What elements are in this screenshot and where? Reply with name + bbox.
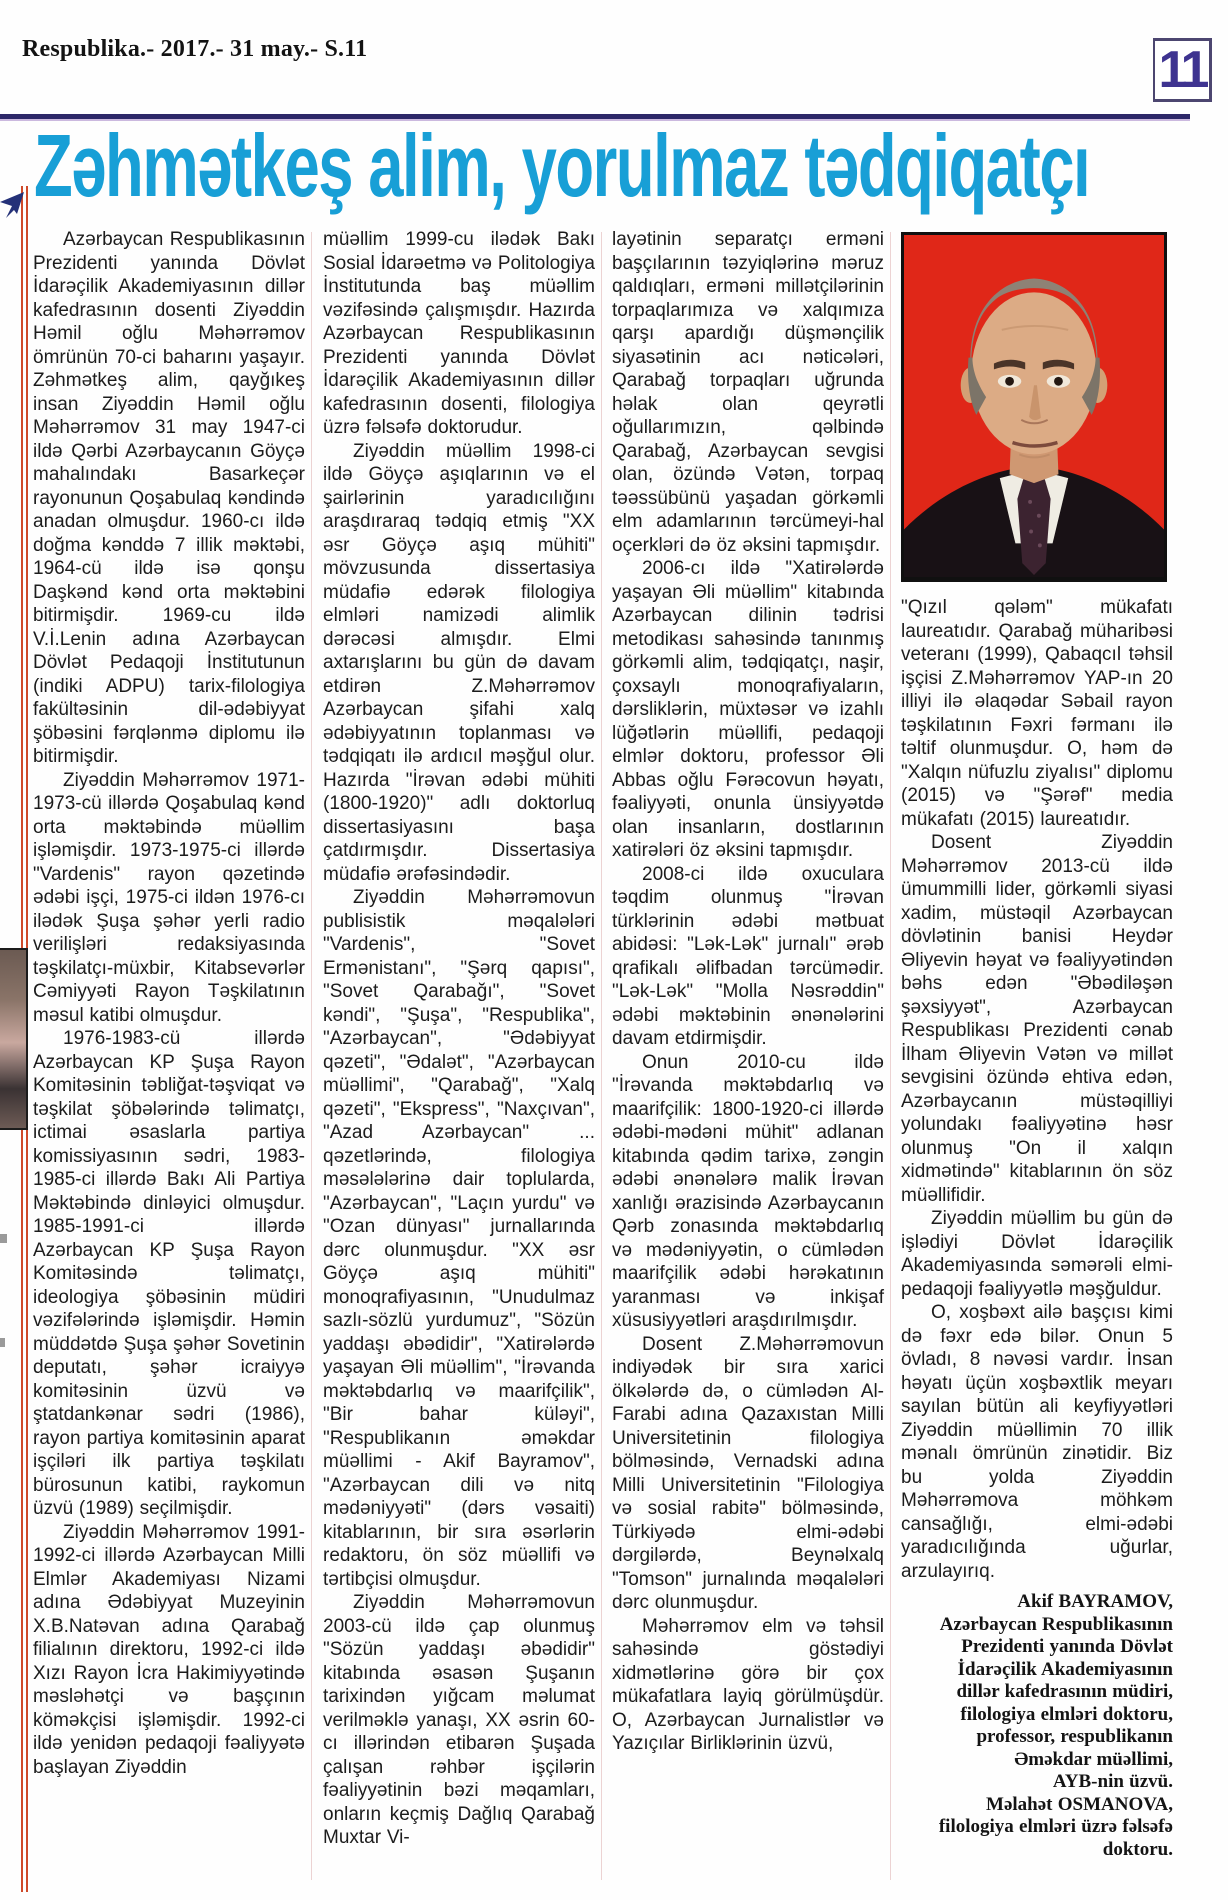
signature-line: Əməkdar müəllimi,	[1014, 1748, 1173, 1770]
paragraph: O, xoşbəxt ailə başçısı kimi də fəxr edə bilər. Onun 5 övladı, 8 nəvəsi vardır. İnsan həyatı üçün xoşbəxtlik meyarı sayılan bütün ali keyfiyyətləri Ziyəddin müəllimin 70 illik mənalı ömrünün zinətidir. Biz bu yolda Ziyəddin Məhərrəmova möhkəm cansağlığı, elmi-ədəbi yaradıcılığında uğurlar, arzulayırıq.	[901, 1302, 1173, 1582]
adjacent-page-photo-fragment	[0, 948, 28, 1130]
column-separator	[311, 232, 312, 1880]
signature-line: filologiya elmləri doktoru,	[960, 1703, 1173, 1725]
paragraph: Ziyəddin Məhərrəmovun 2003-cü ildə çap olunmuş "Sözün yaddaşı əbədidir" kitabında əsasən Şuşanın tarixindən yığcam məlumat verilməklə yanaşı, XX əsrin 60-cı illərindən etibarən Şuşada çalışan rəhbər işçilərin fəaliyyətinin bəzi məqamları, onların keçmiş Dağlıq Qarabağ Muxtar Vi-	[323, 1592, 595, 1848]
signature-line: İdarəçilik Akademiyasının	[957, 1658, 1173, 1680]
paragraph: Azərbaycan Respublikasının Prezidenti yanında Dövlət İdarəçilik Akademiyasının dillər kafedrasının dosenti Ziyəddin Həmil oğlu Məhərrəmov ömrünün 70-ci baharını yaşayır. Zəhmətkeş alim, qayğıkeş insan Ziyəddin Həmil oğlu Məhərrəmov 31 may 1947-ci ildə Qərbi Azərbaycanın Göyçə mahalındakı Basarkeçər rayonunun Qoşabulaq kəndində anadan olmuşdur. 1960-cı ildə doğma kənddə 7 illik məktəbi, 1964-cü ildə isə qonşu Daşkənd kənd orta məktəbini bitirmişdir. 1969-cu ildə V.İ.Lenin adına Azərbaycan Dövlət Pedaqoji İnstitutunun (indiki ADPU) tarix-filologiya fakültəsinin dil-ədəbiyyat şöbəsini fərqlənmə diplomu ilə bitirmişdir.	[33, 229, 305, 767]
paragraph: 1976-1983-cü illərdə Azərbaycan KP Şuşa Rayon Komitəsinin təbliğat-təşviqat və təşkilat şöbələrində təlimatçı, ictimai əsaslarla partiya komissiyasının sədri, 1983-1985-ci illərdə Bakı Ali Partiya Məktəbində dinləyici olmuşdur. 1985-1991-ci illərdə Azərbaycan KP Şuşa Rayon Komitəsində təlimatçı, ideologiya şöbəsinin müdiri vəzifələrində işləmişdir. Həmin müddətdə Şuşa şəhər Sovetinin deputatı, şəhər icraiyyə komitəsinin üzvü və ştatdankənar sədri (1986), rayon partiya komitəsinin aparat işçiləri ilk partiya təşkilatı bürosunun katibi, raykomun üzvü (1989) seçilmişdir.	[33, 1028, 305, 1519]
left-margin-arrow-icon	[0, 190, 24, 220]
signature-line: AYB-nin üzvü.	[1052, 1771, 1173, 1792]
signature-line: filologiya elmləri üzrə fəlsəfə	[938, 1816, 1173, 1837]
signature-line: Azərbaycan Respublikasının	[939, 1613, 1173, 1635]
paragraph: Məhərrəmov elm və təhsil sahəsində göstədiyi xidmətlərinə görə bir çox mükafatlara layiq görülmüşdür. O, Azərbaycan Jurnalistlər və Yazıçılar Birliklərinin üzvü,	[612, 1615, 884, 1754]
signature-line: professor, respublikanın	[976, 1726, 1173, 1747]
face	[971, 292, 1096, 454]
newspaper-edition-line: Respublika.- 2017.- 31 may.- S.11	[22, 36, 368, 62]
paragraph: Ziyəddin Məhərrəmov 1971-1973-cü illərdə Qoşabulaq kənd orta məktəbində müəllim işləmişdir. 1973-1975-ci illərdə "Vardenis" rayon qəzetində ədəbi işçi, 1975-ci ildən 1976-cı ilədək Şuşa şəhər yerli radio verilişləri redaksiyasında təşkilatçı-müxbir, Kitabsevərlər Cəmiyyəti Rayon Təşkilatının məsul katibi olmuşdur.	[33, 769, 305, 1026]
eye	[1005, 377, 1014, 386]
portrait-photo	[901, 232, 1167, 582]
signature-line: Prezidenti yanında Dövlət	[961, 1636, 1173, 1657]
tie	[1017, 479, 1050, 575]
article-column-1	[33, 228, 305, 1779]
paragraph: müəllim 1999-cu ilədək Bakı Sosial İdarəetmə və Politologiya İnstitutunda baş müəllim vəzifəsində çalışmışdır. Hazırda Azərbaycan Respublikasının Prezidenti yanında Dövlət İdarəçilik Akademiyasının dillər kafedrasının dosenti, filologiya üzrə fəlsəfə doktorudur.	[323, 229, 595, 438]
paragraph: Dosent Z.Məhərrəmovun indiyədək bir sıra xarici ölkələrdə də, o cümlədən Al-Farabi adına Qazaxıstan Milli Universitetinin filologiya bölməsində, Vernadski adına Milli Universitetinin "Filologiya və sosial rabitə" bölməsində, Türkiyədə elmi-ədəbi dərgilərdə, Beynəlxalq "Tomson" jurnalında məqalələri dərc olunmuşdur.	[612, 1333, 884, 1613]
column-separator	[890, 232, 891, 1880]
paragraph: 2006-cı ildə "Xatirələrdə yaşayan Əli müəllim" kitabında Azərbaycan dilinin tədrisi metodikası sahəsində tanınmış görkəmli alim, tədqiqatçı, naşir, çoxsaylı monoqrafiyaların, dərsliklərin, müxtəsər və izahlı lüğətlərin müəllifi, pedaqoji elmlər doktoru, professor Əli Abbas oğlu Fərəcovun həyatı, fəaliyyəti, onunla ünsiyyətdə olan insanların, dostlarının xatirələri öz əksini tapmışdır.	[612, 558, 884, 861]
paragraph: 2008-ci ildə oxuculara təqdim olunmuş "İrəvan türklərinin ədəbi mətbuat abidəsi: "Lək-Lək" jurnalı" ərəb qrafikalı əlifbadan tərcümədir. "Lək-Lək" "Molla Nəsrəddin" ədəbi məktəbinin ənənələrini davam etdirmişdir.	[612, 863, 884, 1049]
signature-line: doktoru.	[1102, 1838, 1173, 1860]
paragraph: Ziyəddin Məhərrəmovun publisistik məqalələri "Vardenis", "Sovet Ermənistanı", "Şərq qapısı", "Sovet Qarabağı", "Sovet kəndi", "Şuşa", "Respublika", "Azərbaycan", "Ədəbiyyat qəzeti", "Ədalət", "Azərbaycan müəllimi", "Qarabağ", "Xalq qəzeti", "Ekspress", "Naxçıvan", "Azad Azərbaycan" ... qəzetlərində, filologiya məsələlərinə dair toplularda, "Azərbaycan", "Laçın yurdu" və "Ozan dünyası" jurnallarında dərc olunmuşdur. "XX əsr Göyçə aşıq mühiti" monoqrafiyasının, "Unudulmaz sazlı-sözlü yurdumuz", "Sözün yaddaşı əbədidir", "Xatirələrdə yaşayan Əli müəllim", "İrəvanda məktəbdarlıq və maarifçilik", "Bir bahar küləyi", "Respublikanın əməkdar müəllimi - Akif Bayramov", "Azərbaycan dili və nitq mədəniyyəti" (dərs vəsaiti) kitablarının, bir sıra əsərlərin redaktoru, ön söz müəllifi və tərtibçisi olmuşdur.	[323, 887, 595, 1590]
signature-line: Məlahət OSMANOVA,	[986, 1793, 1173, 1815]
page-number-badge	[1153, 38, 1212, 102]
left-margin-mark	[0, 1234, 7, 1243]
eye	[1054, 377, 1063, 386]
paragraph: Onun 2010-cu ildə "İrəvanda məktəbdarlıq və maarifçilik: 1800-1920-ci illərdə ədəbi-mədəni mühit" adlanan kitabında qədim tarixə, zəngin ədəbi ənənələrə malik İrəvan xanlığı ərazisində Azərbaycanın Qərb zonasında məktəbdarlıq və mədəniyyətin, o cümlədən maarifçilik ədəbi hərəkatının yaranması və inkişaf xüsusiyyətləri araşdırılmışdır.	[612, 1051, 884, 1331]
article-column-4	[901, 228, 1173, 1861]
page-number: 11	[1158, 41, 1206, 99]
paragraph: Ziyəddin müəllim 1998-ci ildə Göyçə aşıqlarının və el şairlərinin yaradıcılığını araşdıraraq tədqiq etmiş "XX əsr Göyçə aşıq mühiti" mövzusunda dissertasiya müdafiə edərək filologiya elmləri namizədi alimlik dərəcəsi almışdır. Elmi axtarışlarını bu gün də davam etdirən Z.Məhərrəmov Azərbaycan şifahi xalq ədəbiyyatının toplanması və tədqiqatı ilə ardıcıl məşğul olur. Hazırda "İrəvan ədəbi mühiti (1800-1920)" adlı doktorluq dissertasiyasını başa çatdırmışdır. Dissertasiya müdafiə ərəfəsindədir.	[323, 440, 595, 885]
signature-line: dillər kafedrasının müdiri,	[956, 1681, 1173, 1702]
paragraph: Ziyəddin müəllim bu gün də işlədiyi Dövlət İdarəçilik Akademiyasında səmərəli elmi-pedaqoji fəaliyyətlə məşğuldur.	[901, 1208, 1173, 1300]
left-margin-mark	[0, 1338, 5, 1347]
article-column-2	[323, 228, 595, 1850]
article-signature	[901, 1591, 1173, 1861]
article-headline: Zəhmətkeş alim, yorulmaz tədqiqatçı	[34, 116, 1090, 215]
article-column-4-text	[901, 596, 1173, 1583]
paragraph: layətinin separatçı erməni başçılarının təzyiqlərinə məruz qaldıqları, erməni millətçilərinin torpaqlarımıza və xalqımıza qarşı apardığı düşmənçilik siyasətinin acı nəticələri, Qarabağ torpaqları uğrunda həlak olan qeyrətli oğullarımızın, qəlbində Qarabağ, Azərbaycan sevgisi olan, özündə Vətən, torpaq təəssübünü yaşadan görkəmli elm adamlarının tərcümeyi-hal oçerkləri də öz əksini tapmışdır.	[612, 229, 884, 556]
column-separator	[601, 232, 602, 1880]
paragraph: "Qızıl qələm" mükafatı laureatıdır. Qarabağ müharibəsi veteranı (1999), Qabaqcıl təhsil işçisi Z.Məhərrəmov YAP-ın 20 illiyi ilə əlaqədar Səbail rayon təşkilatının Fəxri fərmanı ilə təltif olunmuşdur. O, həm də "Xalqın nüfuzlu ziyalısı" diplomu (2015) və "Şərəf" media mükafatı (2015) laureatıdır.	[901, 597, 1173, 830]
article-column-3	[612, 228, 884, 1756]
signature-line: Akif BAYRAMOV,	[1017, 1591, 1173, 1612]
paragraph: Ziyəddin Məhərrəmov 1991-1992-ci illərdə Azərbaycan Milli Elmlər Akademiyası Nizami adına Ədəbiyyat Muzeyinin X.B.Natəvan adına Qarabağ filialının direktoru, 1992-ci ildə Xızı Rayon İcra Hakimiyyətində məsləhətçi və başçının köməkçisi işləmişdir. 1992-ci ildə yenidən pedaqoji fəaliyyətə başlayan Ziyəddin	[33, 1521, 305, 1778]
paragraph: Dosent Ziyəddin Məhərrəmov 2013-cü ildə ümummilli lider, görkəmli siyasi xadim, müstəqil Azərbaycan dövlətinin banisi Heydər Əliyevin həyat və fəaliyyətindən bəhs edən "Əbədiləşən şəxsiyyət", Azərbaycan Respublikası Prezidenti cənab İlham Əliyevin Vətən və millət sevgisini özündə ehtiva edən, Azərbaycanın müstəqilliyi yolundakı fəaliyyətinə həsr olunmuş "On il xalqın xidmətində" kitablarının ön söz müəllifidir.	[901, 832, 1173, 1206]
